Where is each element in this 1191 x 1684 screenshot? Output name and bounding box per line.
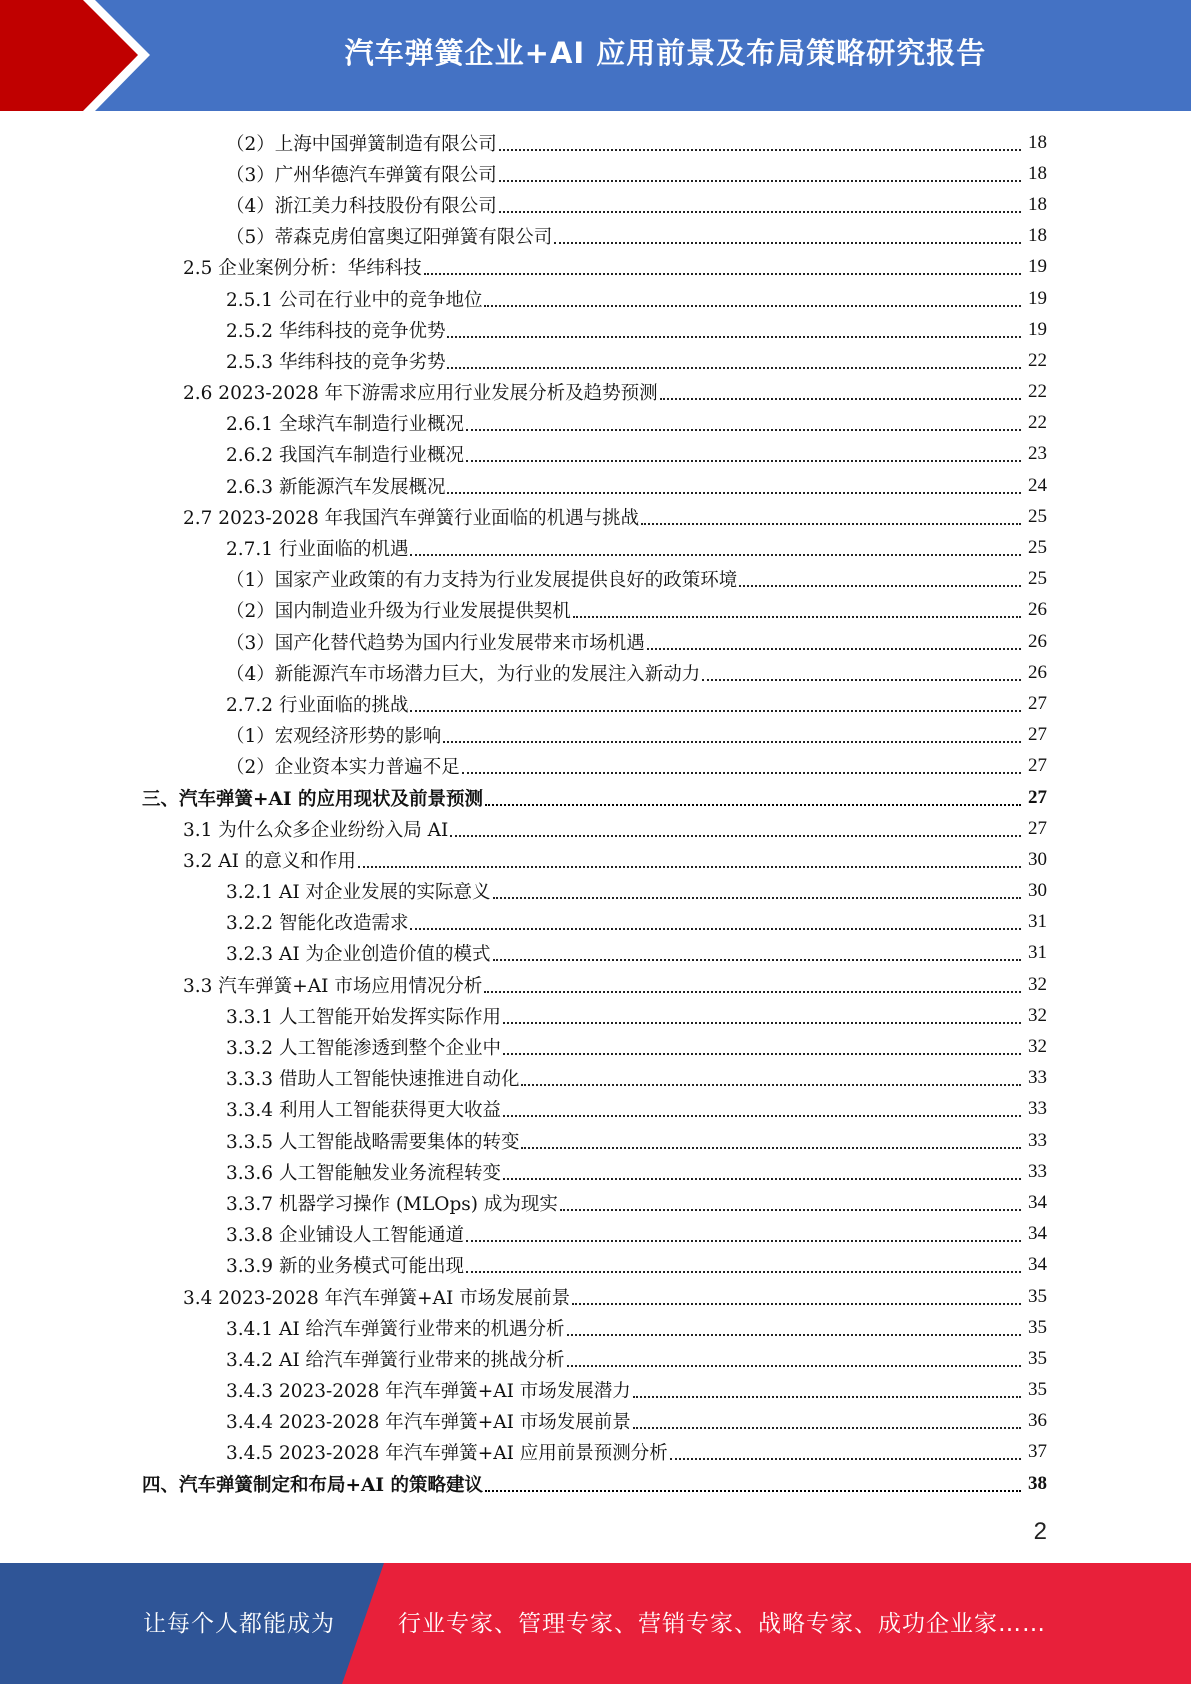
toc-dot-leader xyxy=(560,1209,1021,1211)
toc-entry-title: 2.6.3 新能源汽车发展概况 xyxy=(226,476,446,498)
toc-entry-title: 3.4 2023-2028 年汽车弹簧+AI 市场发展前景 xyxy=(183,1287,571,1309)
toc-entry[interactable] xyxy=(183,252,1047,283)
toc-entry[interactable] xyxy=(226,1125,1047,1156)
toc-dot-leader xyxy=(447,492,1021,494)
toc-dot-leader xyxy=(358,866,1021,868)
toc-entry[interactable] xyxy=(226,1156,1047,1187)
toc-entry-title: （4）浙江美力科技股份有限公司 xyxy=(226,195,497,217)
toc-entry-page: 32 xyxy=(1028,973,1047,995)
toc-entry-title: 2.5.3 华纬科技的竞争劣势 xyxy=(226,351,446,373)
toc-entry-page: 31 xyxy=(1028,911,1047,933)
toc-entry-title: 3.3.4 利用人工智能获得更大收益 xyxy=(226,1100,501,1122)
toc-dot-leader xyxy=(503,1178,1021,1180)
toc-dot-leader xyxy=(484,991,1021,993)
toc-entry[interactable] xyxy=(226,657,1047,688)
toc-entry-page: 22 xyxy=(1028,381,1047,403)
toc-entry[interactable] xyxy=(142,1468,1047,1499)
toc-entry-page: 34 xyxy=(1028,1254,1047,1276)
toc-entry-title: 2.7.1 行业面临的机遇 xyxy=(226,539,409,561)
toc-entry-page: 35 xyxy=(1028,1347,1047,1369)
toc-entry-page: 33 xyxy=(1028,1067,1047,1089)
toc-entry-title: 3.2.3 AI 为企业创造价值的模式 xyxy=(226,944,491,966)
toc-dot-leader xyxy=(450,835,1021,837)
toc-entry-page: 35 xyxy=(1028,1285,1047,1307)
toc-entry-title: 3.3.7 机器学习操作 (MLOps) 成为现实 xyxy=(226,1193,558,1215)
footer-slogan-right: 行业专家、管理专家、营销专家、战略专家、成功企业家…… xyxy=(398,1611,1046,1637)
toc-entry-page: 22 xyxy=(1028,349,1047,371)
table-of-contents xyxy=(0,127,1191,1499)
toc-entry[interactable] xyxy=(226,1312,1047,1343)
toc-entry-page: 38 xyxy=(1028,1472,1047,1494)
toc-entry-title: （2）国内制造业升级为行业发展提供契机 xyxy=(226,601,571,623)
toc-entry-title: （1）宏观经济形势的影响 xyxy=(226,726,442,748)
toc-entry[interactable] xyxy=(183,501,1047,532)
red-chevron-icon xyxy=(0,0,150,111)
toc-entry-page: 18 xyxy=(1028,225,1047,247)
toc-entry-title: 四、汽车弹簧制定和布局+AI 的策略建议 xyxy=(142,1474,483,1496)
toc-entry[interactable] xyxy=(226,751,1047,782)
toc-dot-leader xyxy=(567,1365,1021,1367)
toc-entry-title: 3.1 为什么众多企业纷纷入局 AI xyxy=(183,819,449,841)
toc-dot-leader xyxy=(567,1334,1021,1336)
toc-entry-title: （3）广州华德汽车弹簧有限公司 xyxy=(226,164,497,186)
toc-entry[interactable] xyxy=(226,1406,1047,1437)
toc-dot-leader xyxy=(633,1396,1021,1398)
toc-entry-page: 25 xyxy=(1028,537,1047,559)
toc-entry[interactable] xyxy=(226,1437,1047,1468)
toc-entry-page: 34 xyxy=(1028,1191,1047,1213)
toc-entry-title: （5）蒂森克虏伯富奥辽阳弹簧有限公司 xyxy=(226,227,553,249)
toc-dot-leader xyxy=(647,648,1021,650)
toc-entry[interactable] xyxy=(226,1219,1047,1250)
toc-entry-page: 33 xyxy=(1028,1160,1047,1182)
page-header xyxy=(0,0,1191,111)
toc-entry-page: 19 xyxy=(1028,287,1047,309)
toc-dot-leader xyxy=(443,741,1021,743)
toc-entry-title: （3）国产化替代趋势为国内行业发展带来市场机遇 xyxy=(226,632,645,654)
toc-dot-leader xyxy=(503,1022,1021,1024)
toc-entry-title: 2.5 企业案例分析：华纬科技 xyxy=(183,258,422,280)
toc-entry-title: 3.4.4 2023-2028 年汽车弹簧+AI 市场发展前景 xyxy=(226,1412,631,1434)
toc-dot-leader xyxy=(424,273,1021,275)
toc-entry-title: 3.3.8 企业铺设人工智能通道 xyxy=(226,1225,464,1247)
toc-entry-title: 3.4.3 2023-2028 年汽车弹簧+AI 市场发展潜力 xyxy=(226,1381,631,1403)
toc-entry[interactable] xyxy=(226,1094,1047,1125)
toc-entry[interactable] xyxy=(226,408,1047,439)
toc-entry-title: 3.3.3 借助人工智能快速推进自动化 xyxy=(226,1069,520,1091)
toc-entry[interactable] xyxy=(226,439,1047,470)
toc-entry-page: 37 xyxy=(1028,1441,1047,1463)
toc-entry-page: 27 xyxy=(1028,724,1047,746)
toc-dot-leader xyxy=(466,1271,1021,1273)
toc-entry[interactable] xyxy=(226,345,1047,376)
toc-dot-leader xyxy=(503,1115,1021,1117)
toc-entry-page: 27 xyxy=(1028,755,1047,777)
toc-entry[interactable] xyxy=(226,1031,1047,1062)
toc-dot-leader xyxy=(410,928,1021,930)
toc-dot-leader xyxy=(521,1147,1021,1149)
toc-entry[interactable] xyxy=(226,1063,1047,1094)
toc-dot-leader xyxy=(641,523,1021,525)
toc-entry-title: 2.7.2 行业面临的挑战 xyxy=(226,694,409,716)
toc-entry-page: 18 xyxy=(1028,193,1047,215)
toc-dot-leader xyxy=(410,710,1021,712)
toc-entry-page: 23 xyxy=(1028,443,1047,465)
toc-entry[interactable] xyxy=(226,720,1047,751)
toc-dot-leader xyxy=(499,149,1021,151)
toc-entry-page: 25 xyxy=(1028,568,1047,590)
toc-entry-title: 2.6 2023-2028 年下游需求应用行业发展分析及趋势预测 xyxy=(183,383,658,405)
toc-entry-title: 2.6.1 全球汽车制造行业概况 xyxy=(226,414,464,436)
toc-entry[interactable] xyxy=(226,470,1047,501)
toc-entry-page: 19 xyxy=(1028,318,1047,340)
toc-entry-page: 27 xyxy=(1028,817,1047,839)
toc-entry-page: 34 xyxy=(1028,1223,1047,1245)
toc-dot-leader xyxy=(484,305,1021,307)
toc-entry-title: 2.5.2 华纬科技的竞争优势 xyxy=(226,320,446,342)
toc-entry[interactable] xyxy=(183,969,1047,1000)
toc-dot-leader xyxy=(499,180,1021,182)
toc-entry[interactable] xyxy=(226,564,1047,595)
toc-entry-title: 3.2 AI 的意义和作用 xyxy=(183,850,356,872)
toc-entry-title: （4）新能源汽车市场潜力巨大，为行业的发展注入新动力 xyxy=(226,663,701,685)
toc-entry[interactable] xyxy=(226,127,1047,158)
toc-entry[interactable] xyxy=(226,1343,1047,1374)
footer-slogan-left: 让每个人都能成为 xyxy=(143,1611,335,1637)
toc-entry[interactable] xyxy=(226,626,1047,657)
toc-entry-title: 三、汽车弹簧+AI 的应用现状及前景预测 xyxy=(142,788,483,810)
toc-entry-title: （1）国家产业政策的有力支持为行业发展提供良好的政策环境 xyxy=(226,570,738,592)
toc-dot-leader xyxy=(660,398,1021,400)
toc-entry-page: 26 xyxy=(1028,599,1047,621)
toc-dot-leader xyxy=(466,1240,1021,1242)
toc-entry-title: 3.4.5 2023-2028 年汽车弹簧+AI 应用前景预测分析 xyxy=(226,1443,668,1465)
toc-entry-page: 18 xyxy=(1028,162,1047,184)
toc-entry-page: 30 xyxy=(1028,880,1047,902)
toc-entry[interactable] xyxy=(142,782,1047,813)
toc-entry-title: 3.3.2 人工智能渗透到整个企业中 xyxy=(226,1038,501,1060)
toc-entry-title: 2.6.2 我国汽车制造行业概况 xyxy=(226,445,464,467)
toc-dot-leader xyxy=(493,897,1021,899)
toc-entry-page: 22 xyxy=(1028,412,1047,434)
toc-entry-page: 36 xyxy=(1028,1410,1047,1432)
toc-entry-title: 3.2.1 AI 对企业发展的实际意义 xyxy=(226,882,491,904)
toc-dot-leader xyxy=(572,1303,1021,1305)
toc-dot-leader xyxy=(702,679,1021,681)
toc-entry[interactable] xyxy=(226,283,1047,314)
toc-entry-title: 2.7 2023-2028 年我国汽车弹簧行业面临的机遇与挑战 xyxy=(183,507,640,529)
toc-dot-leader xyxy=(447,336,1021,338)
toc-dot-leader xyxy=(466,429,1021,431)
toc-entry[interactable] xyxy=(226,314,1047,345)
toc-entry[interactable] xyxy=(183,1281,1047,1312)
toc-entry[interactable] xyxy=(226,907,1047,938)
toc-entry[interactable] xyxy=(226,938,1047,969)
toc-dot-leader xyxy=(554,242,1021,244)
toc-dot-leader xyxy=(462,772,1021,774)
toc-dot-leader xyxy=(499,211,1021,213)
toc-entry[interactable] xyxy=(226,876,1047,907)
toc-entry-page: 31 xyxy=(1028,942,1047,964)
page-number: 2 xyxy=(1033,1518,1047,1545)
toc-entry-page: 19 xyxy=(1028,256,1047,278)
toc-entry-title: （2）上海中国弹簧制造有限公司 xyxy=(226,133,497,155)
toc-entry-page: 30 xyxy=(1028,848,1047,870)
toc-entry[interactable] xyxy=(226,688,1047,719)
toc-entry[interactable] xyxy=(226,532,1047,563)
toc-entry[interactable] xyxy=(183,377,1047,408)
toc-dot-leader xyxy=(466,460,1021,462)
toc-dot-leader xyxy=(739,585,1021,587)
toc-entry-page: 35 xyxy=(1028,1316,1047,1338)
toc-entry-title: 3.3.6 人工智能触发业务流程转变 xyxy=(226,1162,501,1184)
toc-entry[interactable] xyxy=(183,813,1047,844)
toc-entry-title: 2.5.1 公司在行业中的竞争地位 xyxy=(226,289,483,311)
toc-entry-page: 32 xyxy=(1028,1004,1047,1026)
toc-entry[interactable] xyxy=(183,844,1047,875)
toc-entry-title: 3.2.2 智能化改造需求 xyxy=(226,913,409,935)
toc-entry[interactable] xyxy=(226,595,1047,626)
toc-dot-leader xyxy=(410,554,1021,556)
toc-dot-leader xyxy=(670,1458,1021,1460)
toc-entry-page: 27 xyxy=(1028,692,1047,714)
toc-entry[interactable] xyxy=(226,1375,1047,1406)
toc-entry-page: 35 xyxy=(1028,1379,1047,1401)
toc-entry-page: 33 xyxy=(1028,1129,1047,1151)
toc-entry-title: （2）企业资本实力普遍不足 xyxy=(226,757,460,779)
toc-entry[interactable] xyxy=(226,1187,1047,1218)
toc-entry-title: 3.3 汽车弹簧+AI 市场应用情况分析 xyxy=(183,975,483,997)
toc-entry-page: 26 xyxy=(1028,630,1047,652)
toc-entry-page: 33 xyxy=(1028,1098,1047,1120)
toc-dot-leader xyxy=(485,804,1021,806)
toc-dot-leader xyxy=(521,1084,1021,1086)
toc-entry[interactable] xyxy=(226,221,1047,252)
report-title: 汽车弹簧企业+AI 应用前景及布局策略研究报告 xyxy=(344,35,987,70)
toc-entry-title: 3.3.5 人工智能战略需要集体的转变 xyxy=(226,1131,520,1153)
toc-entry[interactable] xyxy=(226,1250,1047,1281)
toc-entry-title: 3.3.1 人工智能开始发挥实际作用 xyxy=(226,1006,501,1028)
toc-entry-page: 18 xyxy=(1028,131,1047,153)
toc-entry-page: 25 xyxy=(1028,505,1047,527)
toc-entry-page: 27 xyxy=(1028,786,1047,808)
toc-entry[interactable] xyxy=(226,189,1047,220)
toc-entry-title: 3.4.1 AI 给汽车弹簧行业带来的机遇分析 xyxy=(226,1318,565,1340)
toc-entry[interactable] xyxy=(226,1000,1047,1031)
toc-entry[interactable] xyxy=(226,158,1047,189)
toc-dot-leader xyxy=(573,616,1021,618)
toc-dot-leader xyxy=(503,1053,1021,1055)
toc-entry-page: 32 xyxy=(1028,1036,1047,1058)
toc-entry-title: 3.3.9 新的业务模式可能出现 xyxy=(226,1256,464,1278)
toc-entry-page: 26 xyxy=(1028,661,1047,683)
toc-dot-leader xyxy=(633,1427,1021,1429)
toc-entry-title: 3.4.2 AI 给汽车弹簧行业带来的挑战分析 xyxy=(226,1349,565,1371)
toc-entry-page: 24 xyxy=(1028,474,1047,496)
toc-dot-leader xyxy=(447,367,1021,369)
toc-dot-leader xyxy=(485,1490,1021,1492)
toc-dot-leader xyxy=(493,959,1021,961)
